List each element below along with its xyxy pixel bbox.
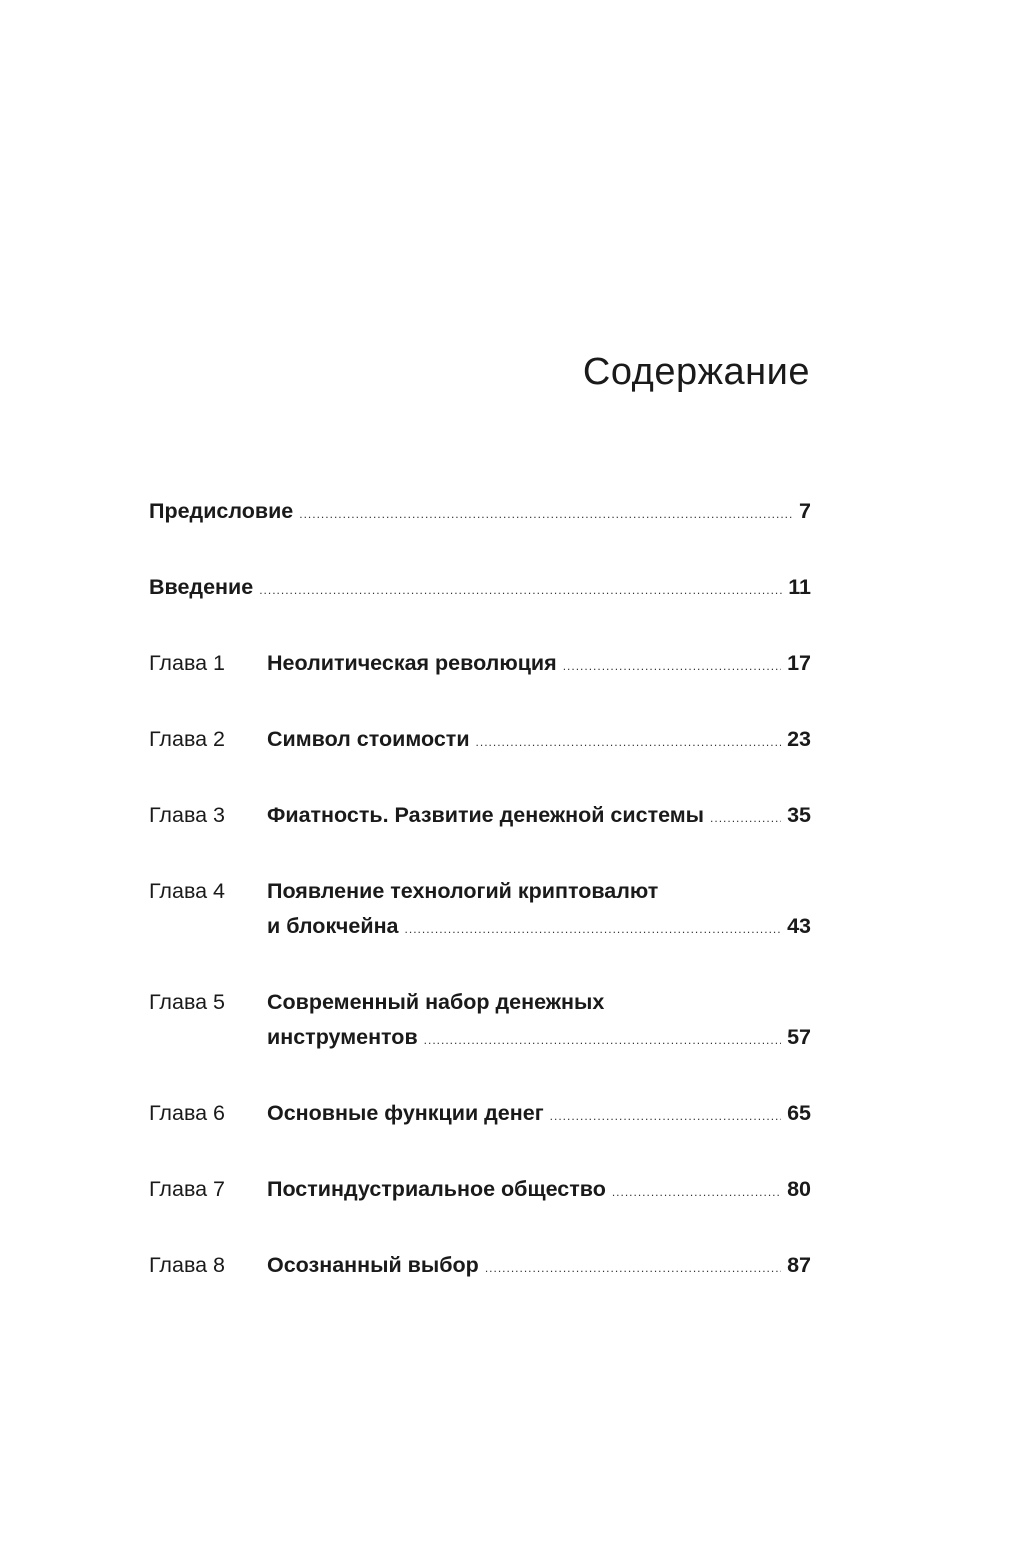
dot-leader (710, 801, 781, 836)
entry-title: Символ стоимости (267, 727, 470, 751)
dot-leader (612, 1175, 781, 1210)
toc-entry-chapter-1[interactable] (149, 646, 811, 684)
toc-entry-chapter-6[interactable] (149, 1096, 811, 1134)
toc-entry-chapter-3[interactable] (149, 798, 811, 836)
dot-leader (485, 1251, 781, 1286)
entry-title-first-line: Современный набор денежных (267, 990, 605, 1014)
dot-leader (259, 573, 782, 608)
page-number: 35 (787, 803, 811, 827)
chapter-label: Глава 2 (149, 727, 226, 751)
chapter-label: Глава 1 (149, 651, 226, 675)
dot-leader (550, 1099, 781, 1134)
entry-title: Постиндустриальное общество (267, 1177, 606, 1201)
toc-entry-chapter-7[interactable] (149, 1172, 811, 1210)
page-number: 43 (787, 914, 811, 938)
chapter-label: Глава 4 (149, 879, 226, 903)
page-number: 65 (787, 1101, 811, 1125)
page-number: 57 (787, 1025, 811, 1049)
chapter-label: Глава 7 (149, 1177, 226, 1201)
page-number: 11 (788, 575, 811, 599)
dot-leader (405, 912, 782, 947)
entry-title: и блокчейна (267, 914, 399, 938)
toc-entry-chapter-5[interactable] (149, 985, 811, 1058)
dot-leader (424, 1023, 781, 1058)
entry-title-first-line: Появление технологий криптовалют (267, 879, 659, 903)
toc-entry-introduction[interactable] (149, 570, 811, 608)
table-of-contents (149, 494, 811, 1324)
page-number: 80 (787, 1177, 811, 1201)
dot-leader (563, 649, 781, 684)
dot-leader (476, 725, 782, 760)
entry-title: Фиатность. Развитие денежной системы (267, 803, 705, 827)
chapter-label: Глава 6 (149, 1101, 226, 1125)
chapter-label: Глава 3 (149, 803, 226, 827)
chapter-label: Глава 5 (149, 990, 226, 1014)
page-number: 87 (787, 1253, 811, 1277)
toc-entry-chapter-8[interactable] (149, 1248, 811, 1286)
entry-title: Основные функции денег (267, 1101, 544, 1125)
toc-entry-chapter-2[interactable] (149, 722, 811, 760)
page-title: Содержание (582, 351, 810, 393)
entry-title: Предисловие (149, 499, 294, 523)
entry-title: инструментов (267, 1025, 418, 1049)
toc-entry-chapter-4[interactable] (149, 874, 811, 947)
entry-title: Неолитическая революция (267, 651, 557, 675)
dot-leader (299, 497, 793, 532)
page-number: 17 (787, 651, 811, 675)
toc-entry-preface[interactable] (149, 494, 811, 532)
page-number: 7 (799, 499, 811, 523)
page-number: 23 (787, 727, 811, 751)
entry-title: Введение (149, 575, 254, 599)
entry-title: Осознанный выбор (267, 1253, 479, 1277)
chapter-label: Глава 8 (149, 1253, 226, 1277)
